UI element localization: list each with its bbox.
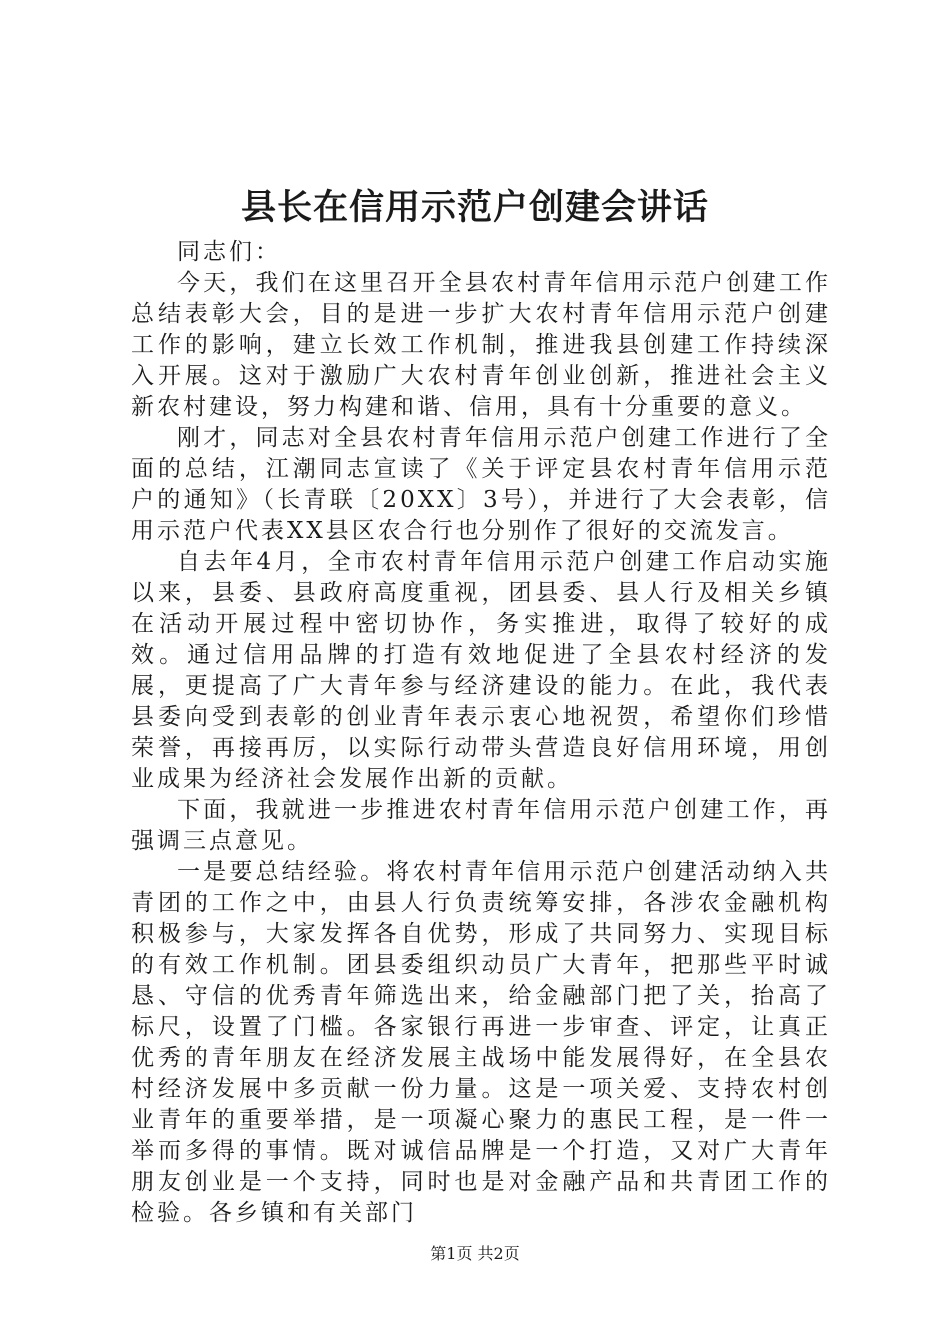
paragraph-5: 一是要总结经验。将农村青年信用示范户创建活动纳入共青团的工作之中，由县人行负责统筹安排，各涉农金融机构积极参与，大家发挥各自优势，形成了共同努力、实现目标的有效工作机制。团县委组织动员广大青年，把那些平时诚恳、守信的优秀青年筛选出来，给金融部门把了关，抬高了标尺，设置了门槛。各家银行再进一步审查、评定，让真正优秀的青年朋友在经济发展主战场中能发展得好，在全县农村经济发展中多贡献一份力量。这是一项关爱、支持农村创业青年的重要举措，是一项凝心聚力的惠民工程，是一件一举而多得的事情。既对诚信品牌是一个打造，又对广大青年朋友创业是一个支持，同时也是对金融产品和共青团工作的检验。各乡镇和有关部门 — [131, 859, 831, 1226]
paragraph-2: 刚才，同志对全县农村青年信用示范户创建工作进行了全面的总结，江潮同志宣读了《关于评定县农村青年信用示范户的通知》（长青联〔20XX〕3号），并进行了大会表彰，信用示范户代表XX县区农合行也分别作了很好的交流发言。 — [131, 425, 831, 544]
paragraph-3: 自去年4月，全市农村青年信用示范户创建工作启动实施以来，县委、县政府高度重视，团县委、县人行及相关乡镇在活动开展过程中密切协作，务实推进，取得了较好的成效。通过信用品牌的打造有效地促进了全县农村经济的发展，更提高了广大青年参与经济建设的能力。在此，我代表县委向受到表彰的创业青年表示衷心地祝贺，希望你们珍惜荣誉，再接再厉，以实际行动带头营造良好信用环境，用创业成果为经济社会发展作出新的贡献。 — [131, 549, 831, 792]
salutation: 同志们： — [177, 239, 281, 265]
paragraph-4: 下面，我就进一步推进农村青年信用示范户创建工作，再强调三点意见。 — [131, 797, 831, 854]
document-body — [131, 237, 831, 1229]
paragraph-1: 今天，我们在这里召开全县农村青年信用示范户创建工作总结表彰大会，目的是进一步扩大农村青年信用示范户创建工作的影响，建立长效工作机制，推进我县创建工作持续深入开展。这对于激励广大农村青年创业创新，推进社会主义新农村建设，努力构建和谐、信用，具有十分重要的意义。 — [131, 270, 831, 420]
document-title: 县长在信用示范户创建会讲话 — [240, 187, 709, 228]
page-footer: 第1页 共2页 — [430, 1244, 520, 1263]
